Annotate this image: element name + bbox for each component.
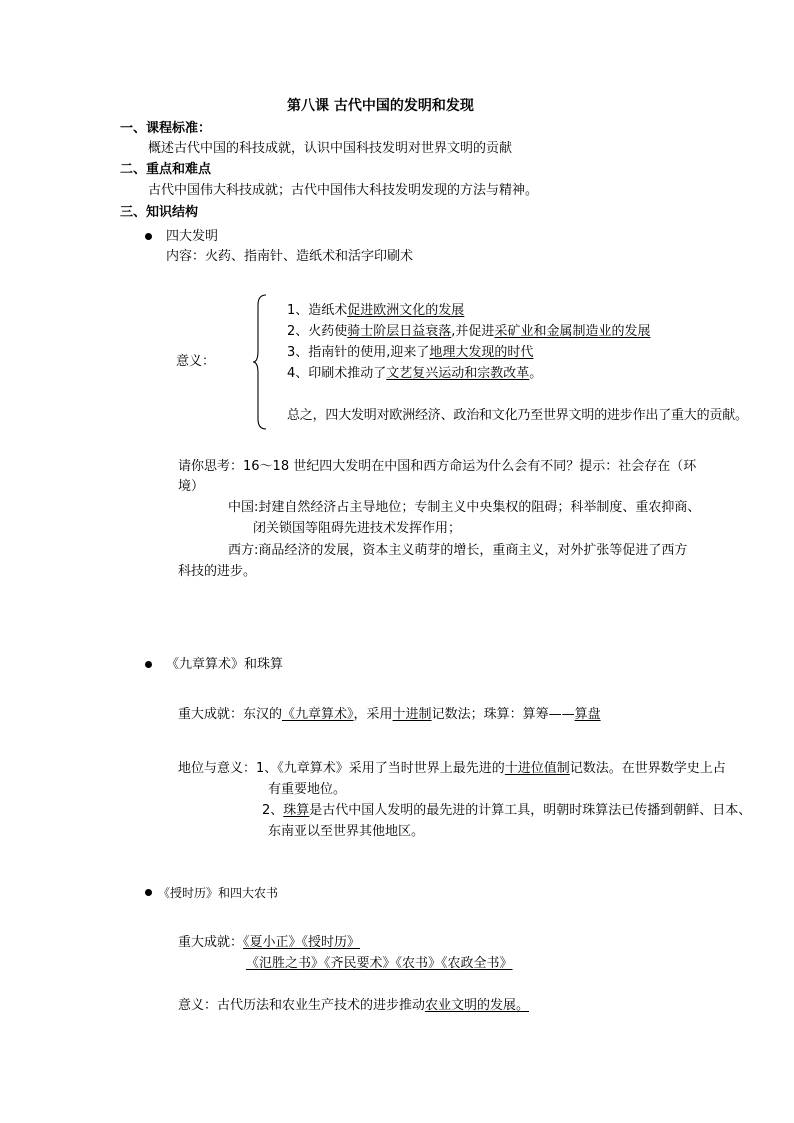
page-title: 第八课 古代中国的发明和发现: [287, 98, 474, 114]
think-question: 请你思考：16～18 世纪四大发明在中国和西方命运为什么会有不同？提示：社会存在（环: [178, 459, 697, 474]
calendar-meaning: 意义：古代历法和农业生产技术的进步推动农业文明的发展。: [178, 998, 530, 1013]
think-china-cont: 闭关锁国等阻碍先进技术发挥作用；: [253, 521, 462, 536]
meaning-item-3: 3、指南针的使用,迎来了地理大发现的时代: [287, 345, 534, 360]
calendar-agri-books: 《氾胜之书》《齐民要术》《农书》《农政全书》: [246, 956, 513, 971]
meaning-summary: 总之，四大发明对欧洲经济、政治和文化乃至世界文明的进步作出了重大的贡献。: [287, 408, 748, 423]
meaning-item-4: 4、印刷术推动了文艺复兴运动和宗教改革。: [287, 366, 543, 381]
section-text-standard: 概述古代中国的科技成就，认识中国科技发明对世界文明的贡献: [148, 141, 513, 156]
section-heading-key-points: 二、重点和难点: [120, 162, 212, 177]
bullet-icon: [145, 889, 152, 896]
think-china: 中国:封建自然经济占主导地位；专制主义中央集权的阻碍；科举制度、重农抑商、: [228, 500, 701, 515]
four-inventions-content: 内容：火药、指南针、造纸术和活字印刷术: [166, 249, 414, 264]
think-west: 西方:商品经济的发展，资本主义萌芽的增长，重商主义，对外扩张等促进了西方: [228, 543, 688, 558]
math-status-2: 2、珠算是古代中国人发明的最先进的计算工具，明朝时珠算法已传播到朝鲜、日本、: [262, 803, 752, 818]
math-status-1: 地位与意义：1、《九章算术》采用了当时世界上最先进的十进位值制记数法。在世界数学史上占: [178, 761, 726, 776]
meaning-item-2: 2、火药使骑士阶层日益衰落,并促进采矿业和金属制造业的发展: [287, 324, 651, 339]
section-heading-structure: 三、知识结构: [120, 205, 199, 220]
think-question-cont: 境）: [178, 479, 205, 494]
four-inventions-heading: 四大发明: [166, 229, 219, 244]
meaning-label: 意义：: [176, 354, 216, 369]
calendar-heading: 《授时历》和四大农书: [158, 886, 279, 900]
think-west-cont: 科技的进步。: [178, 564, 257, 579]
calendar-achievement: 重大成就：《夏小正》《授时历》: [178, 935, 361, 950]
bullet-icon: [145, 233, 152, 240]
section-text-key-points: 古代中国伟大科技成就；古代中国伟大科技发明发现的方法与精神。: [148, 183, 539, 198]
meaning-item-1: 1、造纸术促进欧洲文化的发展: [287, 303, 465, 318]
math-status-1-cont: 有重要地位。: [268, 782, 347, 797]
math-status-2-cont: 东南亚以至世界其他地区。: [268, 824, 425, 839]
math-achievement: 重大成就：东汉的《九章算术》，采用十进制记数法；珠算：算筹——算盘: [178, 707, 601, 722]
math-heading: 《九章算术》和珠算: [166, 657, 284, 672]
bullet-icon: [145, 661, 152, 668]
section-heading-standard: 一、课程标准：: [120, 121, 212, 136]
left-brace-icon: [252, 293, 268, 431]
